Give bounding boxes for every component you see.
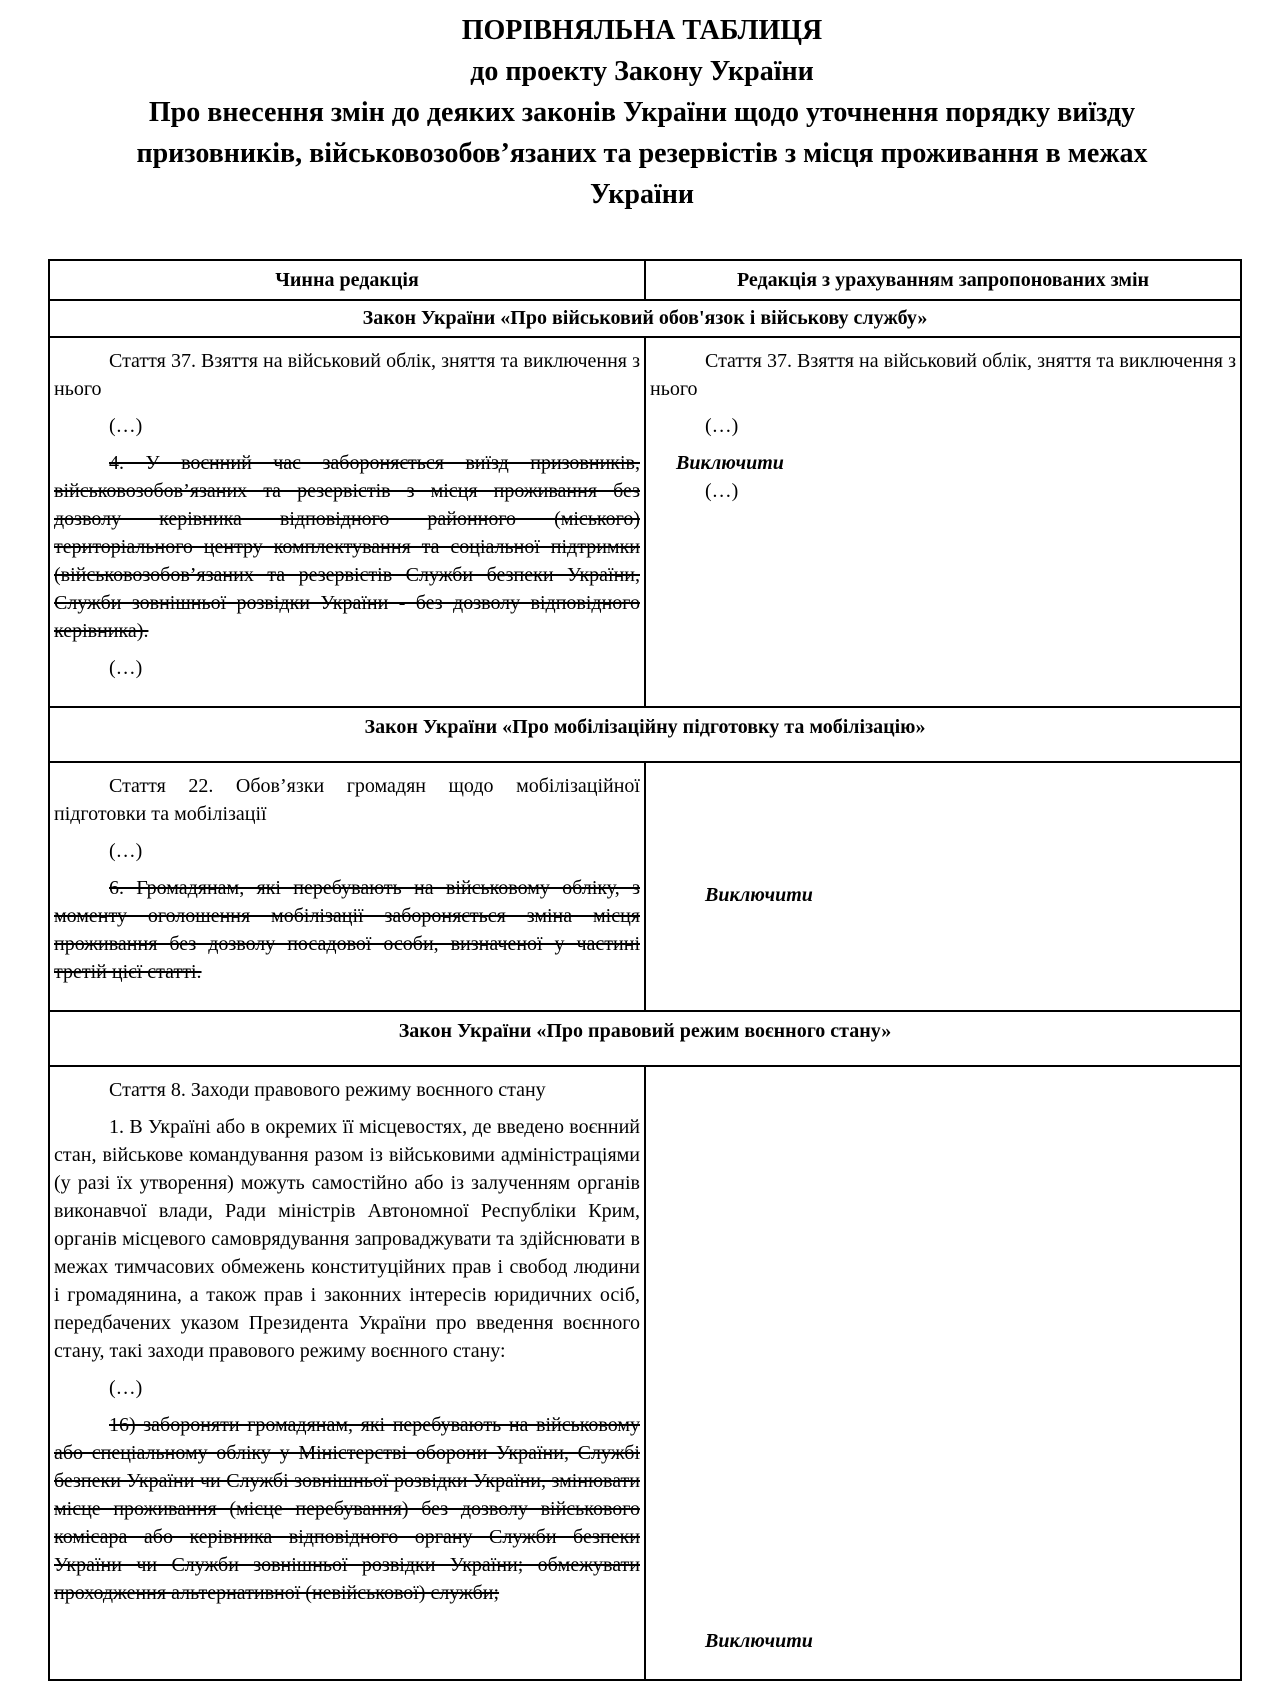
- current-edition-cell-2: [49, 762, 645, 1011]
- current-edition-cell-3: [49, 1066, 645, 1680]
- ellipsis-paragraph: (…): [109, 1377, 143, 1399]
- law-section-row-1: [49, 300, 1241, 337]
- column-header-current: Чинна редакція: [49, 260, 645, 300]
- ellipsis-paragraph: (…): [109, 657, 143, 679]
- title-main: ПОРІВНЯЛЬНА ТАБЛИЦЯ: [461, 15, 823, 46]
- article-heading: Стаття 22. Обов’язки громадян щодо мобілізаційної підготовки та мобілізації: [54, 775, 640, 825]
- exclude-note: Виключити: [705, 1630, 813, 1652]
- table-header-row: [49, 260, 1241, 300]
- ellipsis-paragraph: (…): [705, 480, 739, 502]
- title-subtitle: до проекту Закону України: [470, 56, 814, 87]
- stricken-paragraph: 4. У воєнний час забороняється виїзд призовників, військовозобов’язаних та резервістів з місця проживання без дозволу керівника відповідного районного (міського) територіального центру комплектування та соціальної підтримки (військовозобов’язаних та резервістів Служби безпеки України, Служби зовнішньої розвідки України - без дозволу відповідного керівника).: [54, 452, 640, 642]
- article-heading: Стаття 8. Заходи правового режиму воєнного стану: [109, 1079, 546, 1101]
- proposed-edition-cell-1: [645, 337, 1241, 707]
- table-row: [49, 1066, 1241, 1680]
- exclude-note: Виключити: [676, 452, 784, 474]
- title-law-name: Про внесення змін до деяких законів України щодо уточнення порядку виїзду призовників, військовозобов’язаних та резервістів з місця проживання в межах України: [136, 97, 1148, 210]
- ellipsis-paragraph: (…): [109, 415, 143, 437]
- ellipsis-paragraph: (…): [705, 415, 739, 437]
- document-title: [0, 0, 1284, 215]
- stricken-paragraph: 6. Громадянам, які перебувають на військовому обліку, з моменту оголошення мобілізації забороняється зміна місця проживання без дозволу посадової особи, визначеної у частині третій цієї статті.: [54, 877, 640, 983]
- proposed-edition-cell-3: [645, 1066, 1241, 1680]
- body-paragraph: 1. В Україні або в окремих її місцевостях, де введено воєнний стан, військове командування разом із військовими адміністраціями (у разі їх утворення) можуть самостійно або із залученням органів виконавчої влади, Ради міністрів Автономної Республіки Крим, органів місцевого самоврядування запроваджувати та здійснювати в межах тимчасових обмежень конституційних прав і свобод людини і громадянина, а також прав і законних інтересів юридичних осіб, передбачених указом Президента України про введення воєнного стану, такі заходи правового режиму воєнного стану:: [54, 1116, 640, 1362]
- law-section-title-1: Закон України «Про військовий обов'язок і військову службу»: [49, 300, 1241, 337]
- article-heading: Стаття 37. Взяття на військовий облік, зняття та виключення з нього: [54, 350, 640, 400]
- stricken-paragraph: 16) забороняти громадянам, які перебувають на військовому або спеціальному обліку у Міністерстві оборони України, Службі безпеки України чи Службі зовнішньої розвідки України, змінювати місце проживання (місце перебування) без дозволу військового комісара або керівника відповідного органу Служби безпеки України чи Служби зовнішньої розвідки України; обмежувати проходження альтернативної (невійськової) служби;: [54, 1414, 640, 1604]
- ellipsis-paragraph: (…): [109, 840, 143, 862]
- comparison-table: [48, 259, 1242, 1681]
- table-row: [49, 762, 1241, 1011]
- table-row: [49, 337, 1241, 707]
- law-section-title-3: Закон України «Про правовий режим воєнного стану»: [49, 1011, 1241, 1066]
- current-edition-cell-1: [49, 337, 645, 707]
- column-header-proposed: Редакція з урахуванням запропонованих змін: [645, 260, 1241, 300]
- law-section-row-2: [49, 707, 1241, 762]
- law-section-row-3: [49, 1011, 1241, 1066]
- proposed-edition-cell-2: [645, 762, 1241, 1011]
- exclude-note: Виключити: [705, 884, 813, 906]
- article-heading: Стаття 37. Взяття на військовий облік, зняття та виключення з нього: [650, 350, 1236, 400]
- law-section-title-2: Закон України «Про мобілізаційну підготовку та мобілізацію»: [49, 707, 1241, 762]
